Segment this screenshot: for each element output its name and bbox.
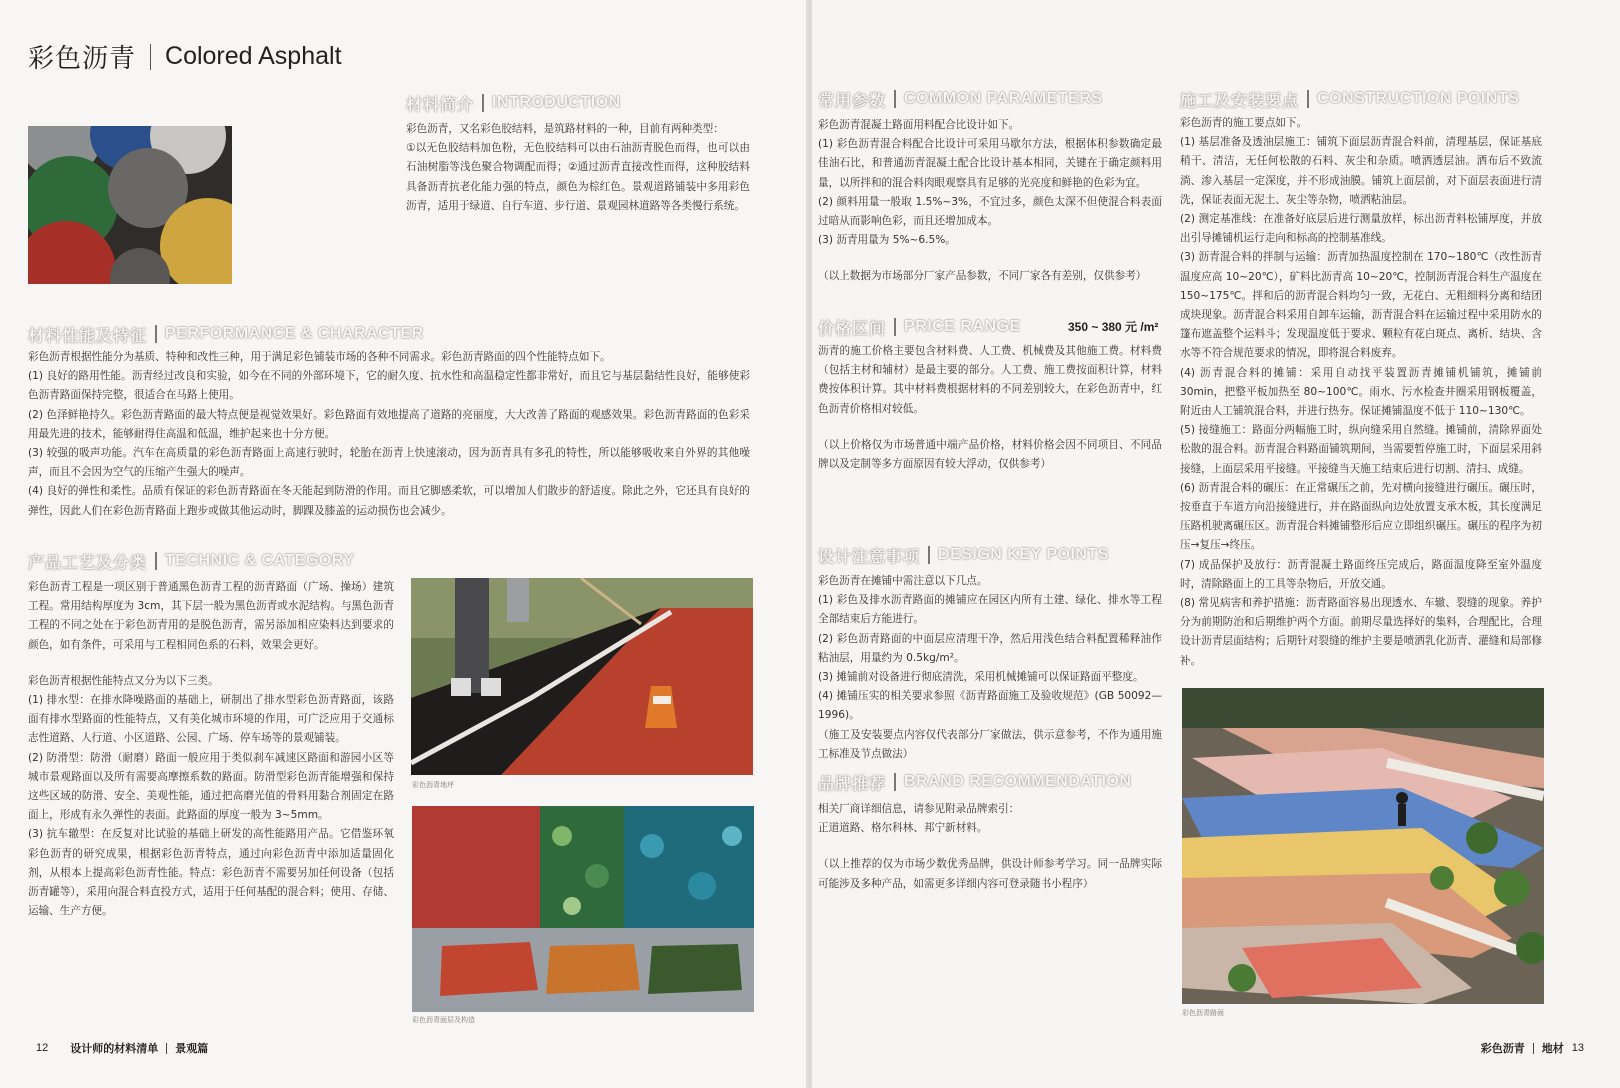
technic-line: 彩色沥青根据性能特点又分为以下三类。	[28, 674, 219, 687]
construction-line: (1) 基层准备及透油层施工：铺筑下面层沥青混合料前，清理基层，保证基底稍干、清洁，无任何松散的石料、灰尘和杂质。喷洒透层油。洒布后不致流淌、渗入基层一定深度，并不形成油膜。铺筑上面层前，对下面层表面进行清洗，保证表面无泥土、灰尘等杂物，喷洒粘油层。	[1180, 136, 1542, 206]
params-line: 彩色沥青混凝土路面用料配合比设计如下。	[818, 119, 1020, 131]
heading-divider	[155, 552, 157, 570]
intro-heading-zh: 材料简介	[406, 94, 475, 114]
brand-note: （以上推荐的仅为市场少数优秀品牌，供设计师参考学习。同一品牌实际可能涉及多种产品，如需更多详细内容可登录随书小程序）	[818, 858, 1162, 890]
construction-line: (5) 接缝施工：路面分两幅施工时，纵向缝采用自然缝。摊铺前，清除界面处松散的混合料。沥青混合料路面铺筑期间，当需要暂停施工时，下面层采用斜接缝，上面层采用平接缝。平接缝当天施工结束后进行切割、清扫、成缝。	[1180, 424, 1542, 475]
technic-line: (2) 防滑型：防滑（耐磨）路面一般应用于类似刹车减速区路面和游园小区等城市景观路面以及所有需要高摩擦系数的路面。防滑型彩色沥青能增强和保持这些区域的防滑、安全、美观性能，通过把高磨光值的骨料用黏合剂固定在路面上，形成有永久弹性的表面。此路面的厚度一般为 3~5mm。	[28, 751, 394, 822]
technic-text	[28, 578, 394, 921]
photo-red-asphalt-path	[411, 578, 753, 775]
chapter-title: 彩色沥青	[1480, 1042, 1525, 1055]
page-title	[28, 38, 342, 75]
heading-divider	[928, 546, 930, 564]
intro-heading-en: INTRODUCTION	[492, 94, 621, 111]
intro-heading	[406, 92, 621, 114]
construction-line: 彩色沥青的施工要点如下。	[1180, 117, 1308, 129]
brand-line: 相关厂商详细信息，请参见附录品牌索引：	[818, 803, 1020, 815]
left-page	[0, 0, 808, 1088]
design-line: (1) 彩色及排水沥青路面的摊铺应在园区内所有土建、绿化、排水等工程全部结束后方能进行。	[818, 594, 1162, 626]
performance-text	[28, 348, 750, 521]
caption-samples: 彩色沥青面层及构造	[412, 1016, 475, 1024]
performance-heading-zh: 材料性能及特征	[28, 325, 148, 345]
heading-divider	[482, 94, 484, 112]
heading-divider	[155, 325, 157, 343]
page-number-left: 12	[36, 1042, 49, 1054]
performance-heading	[28, 323, 424, 345]
technic-heading-zh: 产品工艺及分类	[28, 552, 148, 572]
price-line: 沥青的施工价格主要包含材料费、人工费、机械费及其他施工费。材料费（包括主材和辅材）是最主要的部分。人工费、施工费按面积计算，材料费按体积计算。其中材料费根据材料的不同差别较大，在彩色沥青中，红色沥青价格相对较低。	[818, 345, 1162, 415]
price-heading-en: PRICE RANGE	[904, 318, 1021, 335]
heading-divider	[894, 90, 896, 108]
design-line: (3) 摊铺前对设备进行彻底清洗，采用机械摊铺可以保证路面平整度。	[818, 671, 1144, 684]
design-heading	[818, 544, 1109, 566]
params-note: （以上数据为市场部分厂家产品参数，不同厂家各有差别，仅供参考）	[818, 270, 1147, 283]
footer-right	[1481, 1040, 1584, 1056]
performance-line: (2) 色泽鲜艳持久。彩色沥青路面的最大特点便是视觉效果好。彩色路面有效地提高了道路的亮丽度，大大改善了路面的观感效果。彩色沥青路面的色彩采用最先进的技术，能够耐得住高温和低温，维护起来也十分方便。	[28, 408, 750, 440]
book-section: 景观篇	[175, 1042, 209, 1055]
design-heading-en: DESIGN KEY POINTS	[938, 546, 1109, 563]
brand-heading-zh: 品牌推荐	[818, 773, 887, 793]
params-line: (2) 颜料用量一般取 1.5%~3%，不宜过多，颜色太深不但使混合料表面过暗从而影响色彩，而且还增加成本。	[818, 195, 1162, 228]
price-heading-zh: 价格区间	[818, 318, 887, 338]
technic-line: (1) 排水型：在排水降噪路面的基础上，研制出了排水型彩色沥青路面，该路面有排水型路面的性能特点，又有美化城市环境的作用，可广泛应用于交通标志性道路、人行道、小区道路、公园、广场、停车场等的景观铺装。	[28, 694, 394, 745]
params-line: (1) 彩色沥青混合料配合比设计可采用马歇尔方法，根据体积参数确定最佳油石比，和普通沥青混凝土配合比设计基本相同，关键在于确定颜料用量，以所拌和的混合料肉眼观察具有足够的光亮度和鲜艳的色彩为宜。	[818, 138, 1162, 189]
caption-plaza: 彩色沥青路面	[1182, 1009, 1224, 1017]
performance-line: (4) 良好的弹性和柔性。品质有保证的彩色沥青路面在冬天能起到防滑的作用。而且它脚感柔软，可以增加人们散步的舒适度。除此之外，它还具有良好的弹性，因此人们在彩色沥青路面上跑步或做其他运动时，脚踝及膝盖的运动损伤也会减少。	[28, 485, 750, 517]
title-zh: 彩色沥青	[28, 44, 137, 74]
photo-asphalt-circles	[28, 126, 232, 284]
construction-line: (8) 常见病害和养护措施：沥青路面容易出现透水、车辙、裂缝的现象。养护分为前期防治和后期维护两个方面。前期尽量选择好的集料，合理配比，合理设计沥青层面结构；后期针对裂缝的维护主要是喷洒乳化沥青、灌缝和局部修补。	[1180, 597, 1542, 667]
performance-heading-en: PERFORMANCE & CHARACTER	[165, 325, 424, 342]
params-heading-en: COMMON PARAMETERS	[904, 90, 1103, 107]
technic-heading-en: TECHNIC & CATEGORY	[165, 552, 355, 569]
price-heading	[818, 316, 1021, 338]
price-note: （以上价格仅为市场普通中端产品价格，材料价格会因不同项目、不同品牌以及定制等多方面原因有较大浮动，仅供参考）	[818, 438, 1162, 471]
design-line: (2) 彩色沥青路面的中面层应清理干净，然后用浅色结合料配置稀释油作粘油层，用量约为 0.5kg/m²。	[818, 632, 1162, 664]
params-heading	[818, 88, 1102, 110]
design-line: (4) 摊铺压实的相关要求参照《沥青路面施工及验收规范》(GB 50092—1996)。	[818, 690, 1162, 722]
price-text	[818, 342, 1162, 474]
intro-line: ①以无色胶结料加色粉，无色胶结料可以由石油沥青脱色而得，也可以由石油树脂等浅色聚合物调配而得；②通过沥青直接改性而得，这种胶结料具备沥青抗老化能力强的特点，颜色为棕红色。景观道路铺装中多用彩色沥青，适用于绿道、自行车道、步行道、景观园林道路等各类慢行系统。	[406, 142, 750, 212]
book-title: 设计师的材料清单	[70, 1042, 159, 1055]
design-line: 彩色沥青在摊铺中需注意以下几点。	[818, 575, 988, 587]
technic-line: (3) 抗车辙型：在反复对比试验的基础上研发的高性能路用产品。它借鉴环氧彩色沥青的研究成果，根据彩色沥青特点，通过向彩色沥青中添加适量固化剂，从根本上提高彩色沥青性能。特点：彩色沥青不需要另加任何设备（包括沥青罐等），采用向混合料直投方式，适用于任何基配的混合料；使用、存储、运输、生产方便。	[28, 828, 394, 918]
intro-text	[406, 120, 750, 216]
caption-red-path: 彩色沥青地坪	[412, 781, 454, 789]
design-heading-zh: 设计注意事项	[818, 546, 921, 566]
params-line: (3) 沥青用量为 5%~6.5%。	[818, 234, 956, 247]
brand-line: 正道道路、格尔科林、邦宁新材料。	[818, 822, 988, 835]
brand-heading	[818, 771, 1131, 793]
technic-line: 彩色沥青工程是一项区别于普通黑色沥青工程的沥青路面（广场、操场）建筑工程。常用结构厚度为 3cm，其下层一般为黑色沥青或水泥结构。与黑色沥青工程的不同之处在于彩色沥青用的是脱色沥青，需另添加相应染料达到要求的颜色，如有条件，可采用与工程相同色系的石料，效果会更好。	[28, 581, 394, 651]
heading-divider	[894, 773, 896, 791]
performance-line: (3) 较强的吸声功能。汽车在高质量的彩色沥青路面上高速行驶时，轮胎在沥青上快速滚动，因为沥青具有多孔的特性，所以能够吸收来自外界的其他噪声，而且不会因为空气的压缩产生强大的噪声。	[28, 447, 750, 479]
heading-divider	[894, 318, 896, 336]
right-page	[812, 0, 1620, 1088]
page-number-right: 13	[1571, 1042, 1584, 1054]
intro-line: 彩色沥青，又名彩色胶结料，是筑路材料的一种，目前有两种类型：	[406, 123, 724, 135]
construction-line: (2) 测定基准线：在准备好底层后进行测量放样，标出沥青料松铺厚度，并放出引导摊铺机运行走向和标高的控制基准线。	[1180, 213, 1542, 245]
params-heading-zh: 常用参数	[818, 90, 887, 110]
construction-heading-en: CONSTRUCTION POINTS	[1317, 90, 1520, 107]
performance-line: (1) 良好的路用性能。沥青经过改良和实验，如今在不同的外部环境下，它的耐久度、抗水性和高温稳定性都非常好，而且它与基层黏结性良好，能够使彩色沥青路面保持完整，很适合在马路上使用。	[28, 370, 750, 402]
performance-line: 彩色沥青根据性能分为基质、特种和改性三种，用于满足彩色铺装市场的各种不同需求。彩色沥青路面的四个性能特点如下。	[28, 351, 611, 363]
params-text	[818, 116, 1162, 287]
construction-line: (7) 成品保护及放行：沥青混凝土路面终压完成后，路面温度降至室外温度时，清除路面上的工具等杂物后，开放交通。	[1180, 558, 1542, 590]
footer-divider	[166, 1043, 167, 1054]
technic-heading	[28, 550, 354, 572]
brand-heading-en: BRAND RECOMMENDATION	[904, 773, 1132, 790]
footer-left	[36, 1040, 208, 1056]
construction-line: (6) 沥青混合料的碾压：在正常碾压之前，先对横向接缝进行碾压。碾压时，按垂直于车道方向沿接缝进行，并在路面纵向边处放置支承木板，其长度满足压路机驶离碾压区。沥青混合料摊铺整形后应立即组织碾压。碾压的程序为初压→复压→终压。	[1180, 481, 1542, 552]
title-en: Colored Asphalt	[165, 42, 342, 70]
brand-text	[818, 800, 1162, 894]
footer-divider	[1533, 1043, 1534, 1054]
photo-colored-plaza	[1182, 688, 1544, 1004]
construction-line: (4) 沥青混合料的摊铺：采用自动找平装置沥青摊铺机铺筑，摊铺前 30min，把整平板加热至 80~100℃。雨水、污水检查井圈采用钢板覆盖，附近由人工铺筑混合料，并进行热夯。保证摊铺温度不低于 110~130℃。	[1180, 366, 1542, 418]
construction-text	[1180, 114, 1542, 671]
heading-divider	[1307, 90, 1309, 108]
chapter-section: 地材	[1541, 1042, 1564, 1055]
design-text	[818, 572, 1162, 764]
construction-heading	[1180, 88, 1519, 110]
construction-line: (3) 沥青混合料的拌制与运输：沥青加热温度控制在 170~180℃（改性沥青温度应高 10~20℃），矿料比沥青高 10~20℃，控制沥青混合料生产温度在 150~175℃。拌和后的沥青混合料均匀一致，无花白、无粗细料分离和结团成块现象。沥青混合料采用自卸车运输，沥青混合料在运输过程中采用防水的篷布遮盖整个运料斗；发现温度低于要求、颗粒有花白斑点、离析、结块、含水等不符合规范要求的情况，即将混合料废弃。	[1180, 251, 1542, 360]
price-value: 350 ~ 380 元 /m²	[1068, 320, 1159, 334]
design-note: （施工及安装要点内容仅代表部分厂家做法，供示意参考，不作为通用施工标准及节点做法）	[818, 728, 1162, 760]
construction-heading-zh: 施工及安装要点	[1180, 90, 1300, 110]
photo-asphalt-samples	[412, 806, 754, 1012]
title-divider	[150, 44, 151, 70]
